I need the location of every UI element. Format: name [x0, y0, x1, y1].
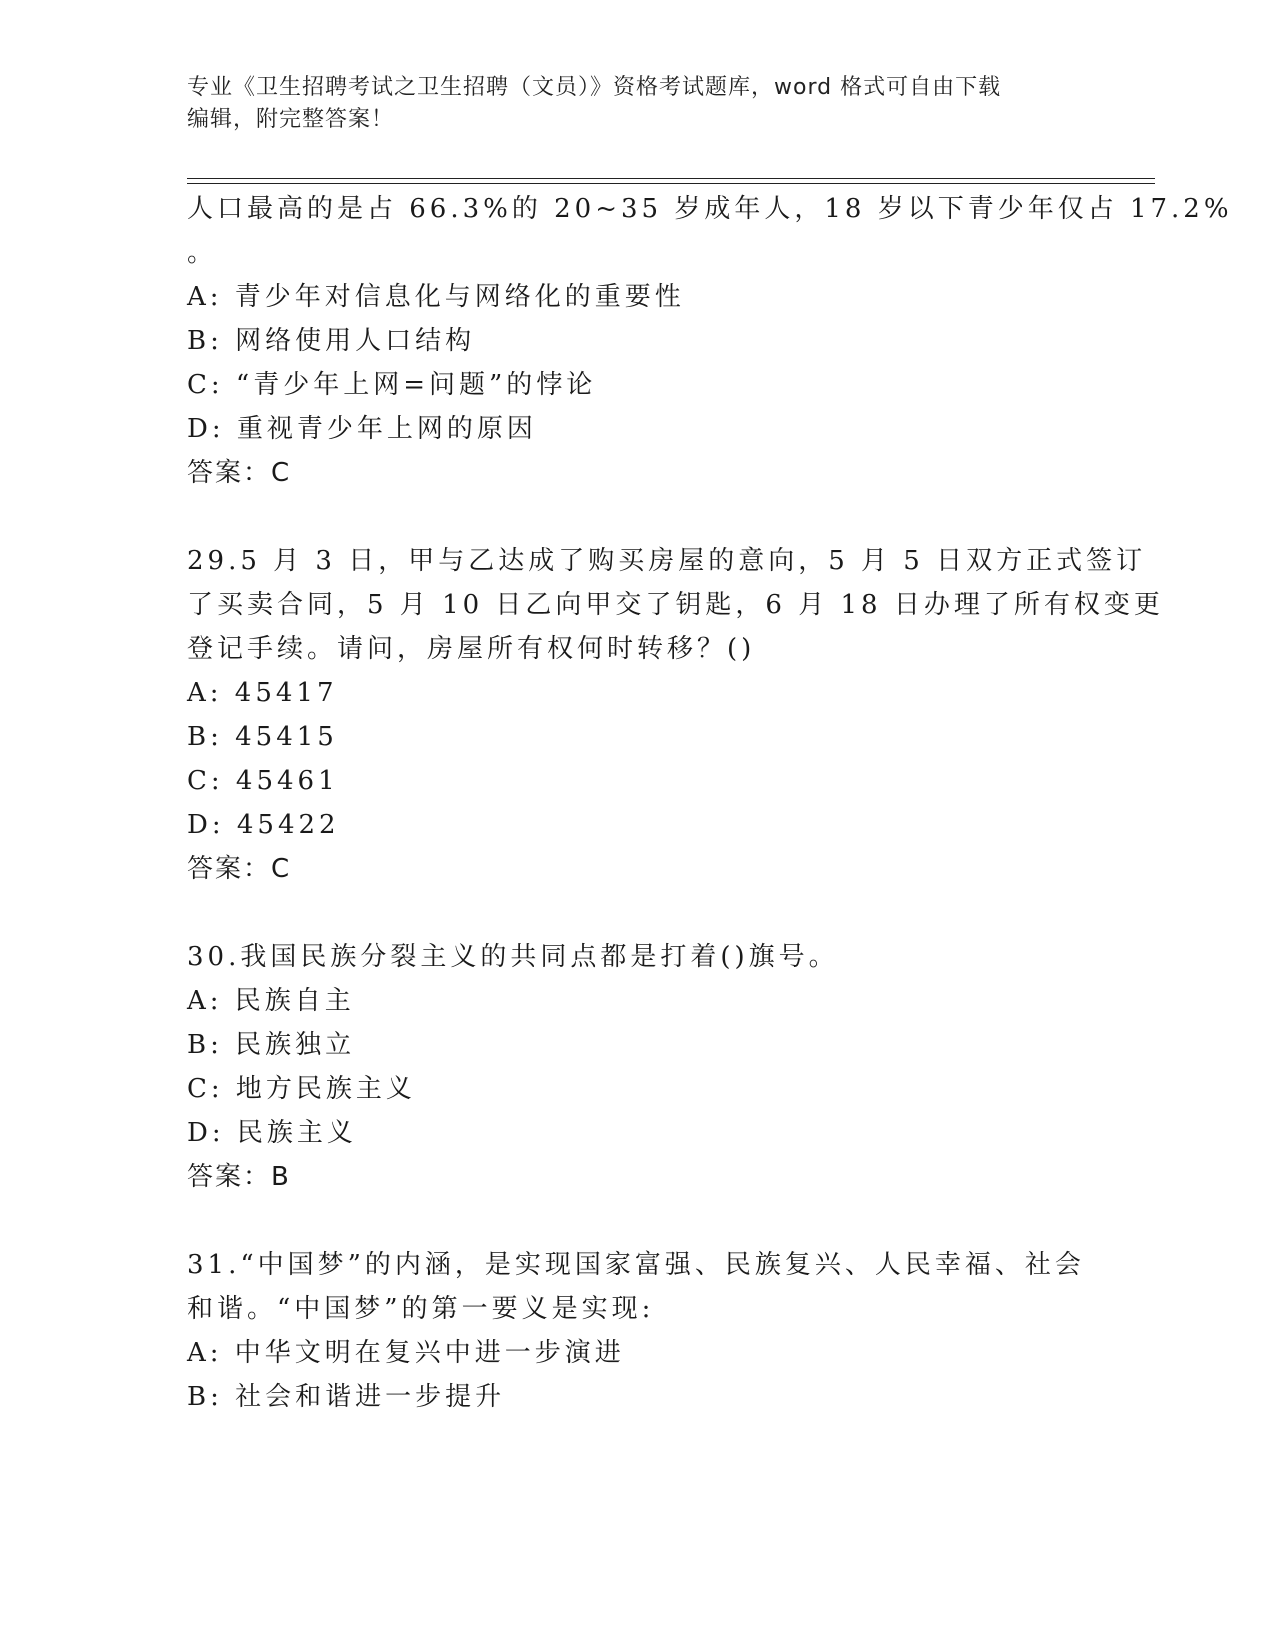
q28-option-c: C: “青少年上网=问题”的悖论 [187, 370, 597, 400]
q28-option-d: D: 重视青少年上网的原因 [187, 414, 537, 444]
q29-option-c: C: 45461 [187, 766, 339, 796]
q28-option-a: A: 青少年对信息化与网络化的重要性 [187, 282, 685, 312]
q28-stem-line-1: 人口最高的是占 66.3%的 20~35 岁成年人，18 岁以下青少年仅占 17.2% [187, 194, 1233, 224]
header-line-1: 专业《卫生招聘考试之卫生招聘（文员）》资格考试题库，word 格式可自由下载 [187, 75, 1002, 100]
header-line-2: 编辑，附完整答案！ [187, 107, 395, 132]
document-header [187, 72, 1087, 136]
q29-stem-line-1: 29.5 月 3 日，甲与乙达成了购买房屋的意向，5 月 5 日双方正式签订 [187, 546, 1147, 576]
q29-option-d: D: 45422 [187, 810, 340, 840]
q30-stem-line-1: 30.我国民族分裂主义的共同点都是打着()旗号。 [187, 942, 839, 972]
q30-option-c: C: 地方民族主义 [187, 1074, 416, 1104]
q29-stem-line-2: 了买卖合同，5 月 10 日乙向甲交了钥匙，6 月 18 日办理了所有权变更 [187, 590, 1164, 620]
q30-option-b: B: 民族独立 [187, 1030, 356, 1060]
q29-option-b: B: 45415 [187, 722, 338, 752]
header-divider-bottom [187, 183, 1155, 184]
q31-option-a: A: 中华文明在复兴中进一步演进 [187, 1338, 625, 1368]
q30-option-a: A: 民族自主 [187, 986, 355, 1016]
q29-stem-line-3: 登记手续。请问，房屋所有权何时转移？() [187, 634, 756, 664]
q31-stem-line-2: 和谐。“中国梦”的第一要义是实现: [187, 1294, 655, 1324]
q28-option-b: B: 网络使用人口结构 [187, 326, 476, 356]
q31-stem-line-1: 31.“中国梦”的内涵，是实现国家富强、民族复兴、人民幸福、社会 [187, 1250, 1085, 1280]
q28-stem-line-2: 。 [187, 238, 218, 268]
q30-option-d: D: 民族主义 [187, 1118, 357, 1148]
q29-option-a: A: 45417 [187, 678, 338, 708]
q31-option-b: B: 社会和谐进一步提升 [187, 1382, 506, 1412]
header-divider-top [187, 178, 1155, 179]
q28-answer: 答案：C [187, 458, 292, 488]
q30-answer: 答案：B [187, 1162, 291, 1192]
q29-answer: 答案：C [187, 854, 292, 884]
